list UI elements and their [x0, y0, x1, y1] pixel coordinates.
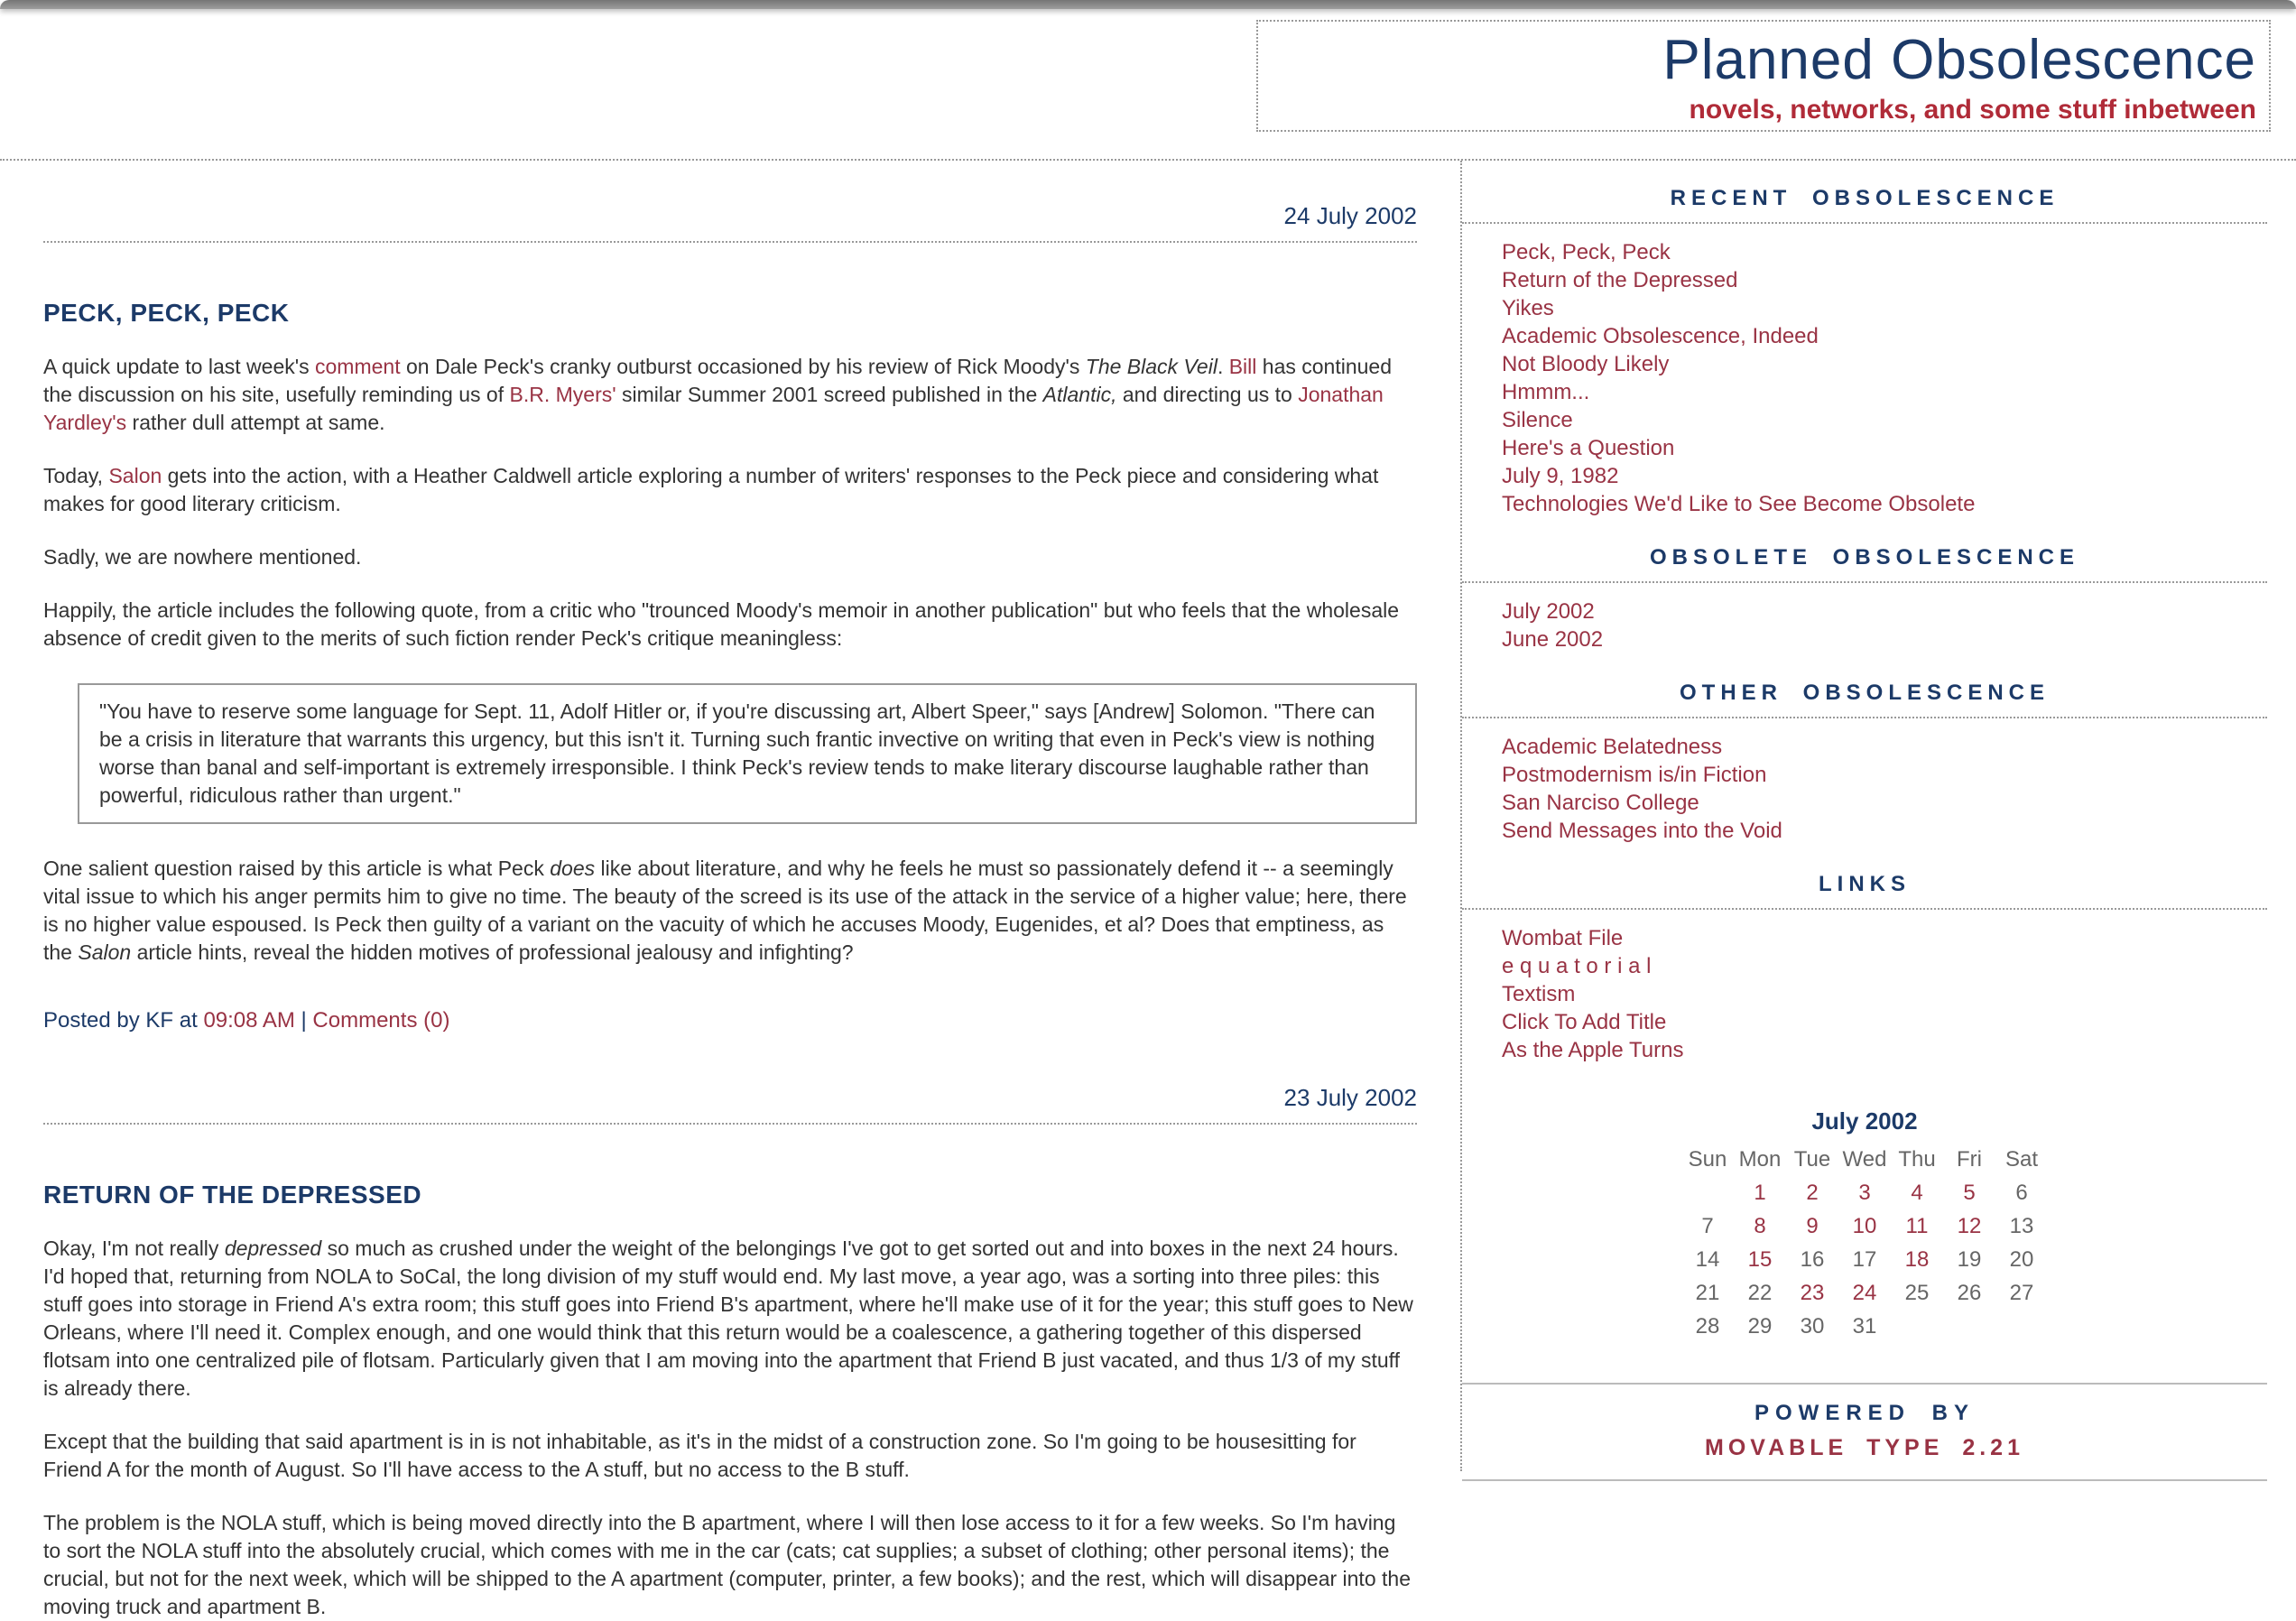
site-title-link[interactable]: Planned Obsolescence — [1662, 29, 2256, 91]
powered-by-label: POWERED BY — [1754, 1401, 1975, 1425]
text-segment: Okay, I'm not really — [43, 1237, 225, 1260]
sidebar-link[interactable]: As the Apple Turns — [1502, 1038, 1684, 1062]
text-segment: on Dale Peck's cranky outburst occasioned by his review of Rick Moody's — [400, 355, 1086, 378]
calendar-day[interactable]: 9 — [1806, 1213, 1819, 1238]
calendar-day-header: Tue — [1793, 1146, 1831, 1172]
calendar-day[interactable]: 8 — [1754, 1213, 1766, 1238]
comments-link[interactable]: Comments (0) — [312, 1008, 450, 1033]
sidebar-heading: OTHER OBSOLESCENCE — [1462, 681, 2267, 718]
calendar-empty-cell — [1943, 1310, 1995, 1343]
calendar-day[interactable]: 4 — [1911, 1180, 1923, 1205]
calendar-day: 25 — [1904, 1280, 1930, 1305]
calendar-title: July 2002 — [1811, 1107, 1918, 1135]
text-segment: and directing us to — [1116, 383, 1299, 406]
sidebar-section-recent — [1462, 186, 2267, 518]
calendar-day: 19 — [1957, 1246, 1982, 1272]
post-blockquote — [78, 683, 1417, 824]
page-content — [0, 161, 2296, 1618]
post-date: 24 July 2002 — [1283, 202, 1417, 229]
sidebar-link[interactable]: Not Bloody Likely — [1502, 352, 1670, 376]
text-segment: so much as crushed under the weight of the belongings I've got to get sorted out and into boxes in the next 24 hours. I'd hoped that, returning from NOLA to SoCal, the long division of my stuff would end. My last move, a year ago, was a sorting into three piles: this stuff goes into storage in Friend A's extra room; this stuff goes into Friend B's apartment, where he'll make use of it for the year; this stuff goes to New Orleans, where I'll need it. Complex enough, and one would think that this return would be a coalescence, a gathering together of this dispersed flotsam into one centralized pile of flotsam. Particularly given that I am moving into the apartment that Friend B just vacated, and thus 1/3 of my stuff is already there. — [43, 1237, 1413, 1400]
calendar-day-header: Mon — [1738, 1146, 1782, 1172]
calendar-day: 28 — [1695, 1313, 1720, 1338]
text-segment: like about literature, and why he feels he must so passionately defend it -- a seemingly vital issue to which his anger permits him to give no time. The beauty of the screed is its use of the attack in the service of a higher value; here, there is no higher value espoused. Is Peck then guilty of a variant on the vacuity of which he accuses Moody, Eugenides, et al? Does that emptiness, as the — [43, 857, 1407, 964]
calendar-day: 22 — [1747, 1280, 1773, 1305]
calendar-day: 14 — [1695, 1246, 1720, 1272]
text-segment: One salient question raised by this article is what Peck — [43, 857, 551, 880]
sidebar-link[interactable]: Here's a Question — [1502, 436, 1675, 460]
calendar-day-header: Sun — [1688, 1146, 1727, 1172]
site-subtitle: novels, networks, and some stuff inbetween — [1689, 95, 2256, 125]
sidebar-link[interactable]: Click To Add Title — [1502, 1010, 1667, 1034]
post-time-link[interactable]: 09:08 AM — [203, 1008, 295, 1033]
window-top-edge — [0, 0, 2296, 9]
calendar-day-header: Sat — [2004, 1146, 2039, 1172]
calendar-day: 21 — [1695, 1280, 1720, 1305]
post-paragraph — [43, 353, 1417, 437]
post-paragraph — [43, 543, 1417, 571]
post-paragraph — [43, 855, 1417, 967]
calendar-day-header: Fri — [1957, 1146, 1982, 1172]
calendar-day[interactable]: 5 — [1963, 1180, 1976, 1205]
inline-link[interactable]: Jonathan Yardley's — [43, 383, 1384, 434]
calendar-day[interactable]: 10 — [1852, 1213, 1877, 1238]
site-header — [0, 9, 2296, 159]
calendar-day: 26 — [1957, 1280, 1982, 1305]
sidebar-link[interactable]: Yikes — [1502, 296, 1554, 320]
calendar-day[interactable]: 15 — [1747, 1246, 1773, 1272]
text-segment: gets into the action, with a Heather Caldwell article exploring a number of writers' responses to the Peck piece and considering what makes for good literary criticism. — [43, 464, 1379, 515]
movable-type-link[interactable]: MOVABLE TYPE 2.21 — [1705, 1435, 2024, 1460]
sidebar-link[interactable]: Textism — [1502, 982, 1576, 1006]
text-segment: The problem is the NOLA stuff, which is being moved directly into the B apartment, where I will then lose access to it for a few weeks. So I'm having to sort the NOLA stuff into the absolutely crucial, which comes with me in the car (cats; cat supplies; a subset of clothing; other personal items); the crucial, but not for the next week, which will be shipped to the A apartment (computer, printer, a few books); and the rest, which will disappear into the moving truck and apartment B. — [43, 1511, 1411, 1618]
sidebar-link[interactable]: July 9, 1982 — [1502, 464, 1619, 488]
inline-link[interactable]: Salon — [108, 464, 162, 487]
calendar-empty-cell — [1681, 1176, 1734, 1209]
post-footer — [43, 1008, 1417, 1033]
calendar-day: 13 — [2009, 1213, 2034, 1238]
text-segment: The Black Veil — [1085, 355, 1217, 378]
calendar-day-header: Thu — [1898, 1146, 1936, 1172]
powered-by-box — [1462, 1383, 2267, 1481]
sidebar-link[interactable]: July 2002 — [1502, 599, 1595, 624]
post-date: 23 July 2002 — [1283, 1084, 1417, 1111]
sidebar-link-list — [1462, 910, 2267, 1064]
inline-link[interactable]: B.R. Myers' — [509, 383, 616, 406]
calendar-day: 16 — [1800, 1246, 1825, 1272]
post-paragraph — [43, 1509, 1417, 1621]
calendar-day: 31 — [1852, 1313, 1877, 1338]
calendar-day: 20 — [2009, 1246, 2034, 1272]
text-segment: . — [1217, 355, 1229, 378]
calendar-day[interactable]: 1 — [1754, 1180, 1766, 1205]
sidebar-heading: LINKS — [1462, 872, 2267, 910]
calendar-table — [1681, 1143, 2048, 1343]
sidebar-link[interactable]: San Narciso College — [1502, 791, 1699, 815]
post-paragraph — [43, 597, 1417, 653]
calendar-day[interactable]: 23 — [1800, 1280, 1825, 1305]
sidebar-link[interactable]: Postmodernism is/in Fiction — [1502, 763, 1767, 787]
sidebar — [1460, 161, 2296, 1471]
post-date-block — [43, 1084, 1417, 1125]
calendar-day-header: Wed — [1842, 1146, 1887, 1172]
post-paragraph — [43, 1235, 1417, 1403]
text-segment: A quick update to last week's — [43, 355, 316, 378]
text-segment: rather dull attempt at same. — [126, 411, 385, 434]
sidebar-heading: OBSOLETE OBSOLESCENCE — [1462, 545, 2267, 583]
calendar-day: 17 — [1852, 1246, 1877, 1272]
sidebar-section-archives — [1462, 545, 2267, 653]
calendar-empty-cell — [1891, 1310, 1943, 1343]
sidebar-section-other — [1462, 681, 2267, 845]
sidebar-link[interactable]: Peck, Peck, Peck — [1502, 240, 1671, 264]
footer-separator: | — [301, 1008, 307, 1033]
text-segment: Sadly, we are nowhere mentioned. — [43, 545, 362, 569]
calendar — [1462, 1107, 2267, 1343]
sidebar-link[interactable]: Hmmm... — [1502, 380, 1590, 404]
sidebar-link-list — [1462, 583, 2267, 653]
text-segment: Atlantic, — [1042, 383, 1117, 406]
calendar-day[interactable]: 24 — [1852, 1280, 1877, 1305]
main-column — [0, 161, 1460, 1618]
inline-link[interactable]: Bill — [1228, 355, 1257, 378]
calendar-day: 29 — [1747, 1313, 1773, 1338]
calendar-day[interactable]: 2 — [1806, 1180, 1819, 1205]
sidebar-link[interactable]: e q u a t o r i a l — [1502, 954, 1652, 978]
sidebar-link[interactable]: Technologies We'd Like to See Become Obsolete — [1502, 492, 1976, 516]
text-segment: does — [550, 857, 596, 880]
sidebar-heading: RECENT OBSOLESCENCE — [1462, 186, 2267, 224]
text-segment: Salon — [78, 940, 132, 964]
sidebar-link[interactable]: Academic Obsolescence, Indeed — [1502, 324, 1819, 348]
sidebar-link[interactable]: Silence — [1502, 408, 1573, 432]
sidebar-link[interactable]: Send Messages into the Void — [1502, 819, 1782, 843]
calendar-day[interactable]: 18 — [1904, 1246, 1930, 1272]
text-segment: Today, — [43, 464, 109, 487]
sidebar-link[interactable]: Academic Belatedness — [1502, 735, 1723, 759]
post-date-block — [43, 202, 1417, 243]
text-segment: has continued the discussion on his site, usefully reminding us of — [43, 355, 1393, 406]
text-segment: depressed — [224, 1237, 322, 1260]
post-body — [43, 353, 1417, 967]
calendar-day[interactable]: 3 — [1858, 1180, 1871, 1205]
calendar-day: 7 — [1701, 1213, 1714, 1238]
calendar-day[interactable]: 11 — [1905, 1213, 1929, 1238]
site-title-box — [1256, 20, 2271, 132]
inline-link[interactable]: comment — [315, 355, 401, 378]
text-segment: similar Summer 2001 screed published in the — [616, 383, 1043, 406]
calendar-empty-cell — [1995, 1310, 2048, 1343]
calendar-day[interactable]: 12 — [1957, 1213, 1982, 1238]
post-paragraph — [43, 462, 1417, 518]
post-paragraph — [43, 1428, 1417, 1484]
sidebar-section-links — [1462, 872, 2267, 1064]
post-title: PECK, PECK, PECK — [43, 299, 290, 327]
sidebar-link-list — [1462, 718, 2267, 845]
calendar-day: 27 — [2009, 1280, 2034, 1305]
calendar-day: 30 — [1800, 1313, 1825, 1338]
posted-by-label: Posted by KF at — [43, 1008, 198, 1033]
sidebar-link-list — [1462, 224, 2267, 518]
text-segment: article hints, reveal the hidden motives of professional jealousy and infighting? — [131, 940, 854, 964]
post-title: RETURN OF THE DEPRESSED — [43, 1181, 422, 1209]
text-segment: Except that the building that said apartment is in is not inhabitable, as it's in the midst of a construction zone. So I'm going to be housesitting for Friend A for the month of August. So I'll have access to the A stuff, but no access to the B stuff. — [43, 1430, 1356, 1481]
text-segment: "You have to reserve some language for Sept. 11, Adolf Hitler or, if you're discussing art, Albert Speer," says [Andrew] Solomon. "There can be a crisis in literature that warrants this urgency, but this isn't it. Turning such frantic invective on writing that even in Peck's view is nothing worse than banal and self-important is extremely irresponsible. I think Peck's review tends to make literary discourse laughable rather than powerful, ridiculous rather than urgent." — [99, 699, 1375, 807]
sidebar-link[interactable]: Wombat File — [1502, 926, 1624, 950]
sidebar-link[interactable]: Return of the Depressed — [1502, 268, 1738, 292]
calendar-day: 6 — [2015, 1180, 2028, 1205]
post-body — [43, 1235, 1417, 1621]
text-segment: Happily, the article includes the following quote, from a critic who "trounced Moody's memoir in another publication" but who feels that the wholesale absence of credit given to the merits of such fiction render Peck's critique meaningless: — [43, 598, 1400, 650]
sidebar-link[interactable]: June 2002 — [1502, 627, 1604, 652]
